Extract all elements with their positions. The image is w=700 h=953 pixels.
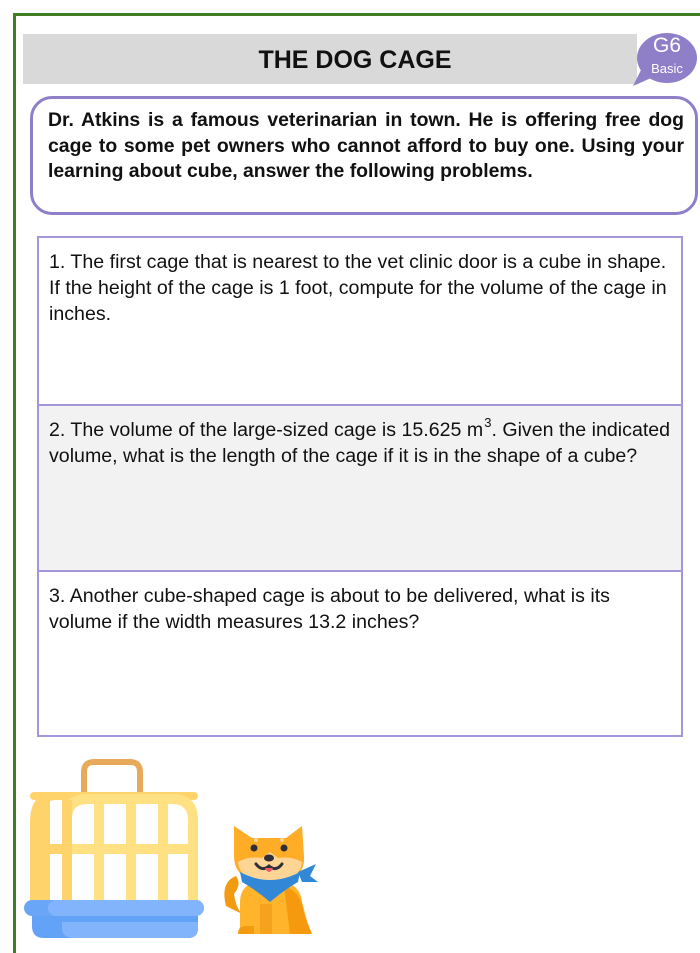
badge-grade: G6 [652,34,681,57]
intro-text: Dr. Atkins is a famous veterinarian in town. He is offering free dog cage to some pet owners who cannot afford to buy one. Using your learning about cube, answer the following problems. [48,109,684,182]
problem-2-text-after: . Given the indicated volume, what is the length of the cage if it is in the shape of a cube? [49,419,671,467]
dog-icon [218,822,322,939]
problem-2-text: 2. The volume of the large-sized cage is 15.625 m [49,419,484,441]
intro-box [30,96,698,215]
page-title: THE DOG CAGE [258,46,452,74]
pet-cage-icon [22,758,212,943]
problem-2[interactable] [39,404,681,570]
problem-3[interactable] [39,570,681,735]
problem-1[interactable] [39,238,681,404]
title-bar [23,34,637,84]
badge-level: Basic [651,61,683,76]
problem-1-text: 1. The first cage that is nearest to the vet clinic door is a cube in shape. If the height of the cage is 1 foot, compute for the volume of the cage in inches. [49,251,667,325]
problem-3-text: 3. Another cube-shaped cage is about to be delivered, what is its volume if the width measures 13.2 inches? [49,585,610,633]
grade-badge [629,32,697,84]
problems-table [37,236,683,737]
superscript-cubed: 3 [484,415,492,430]
